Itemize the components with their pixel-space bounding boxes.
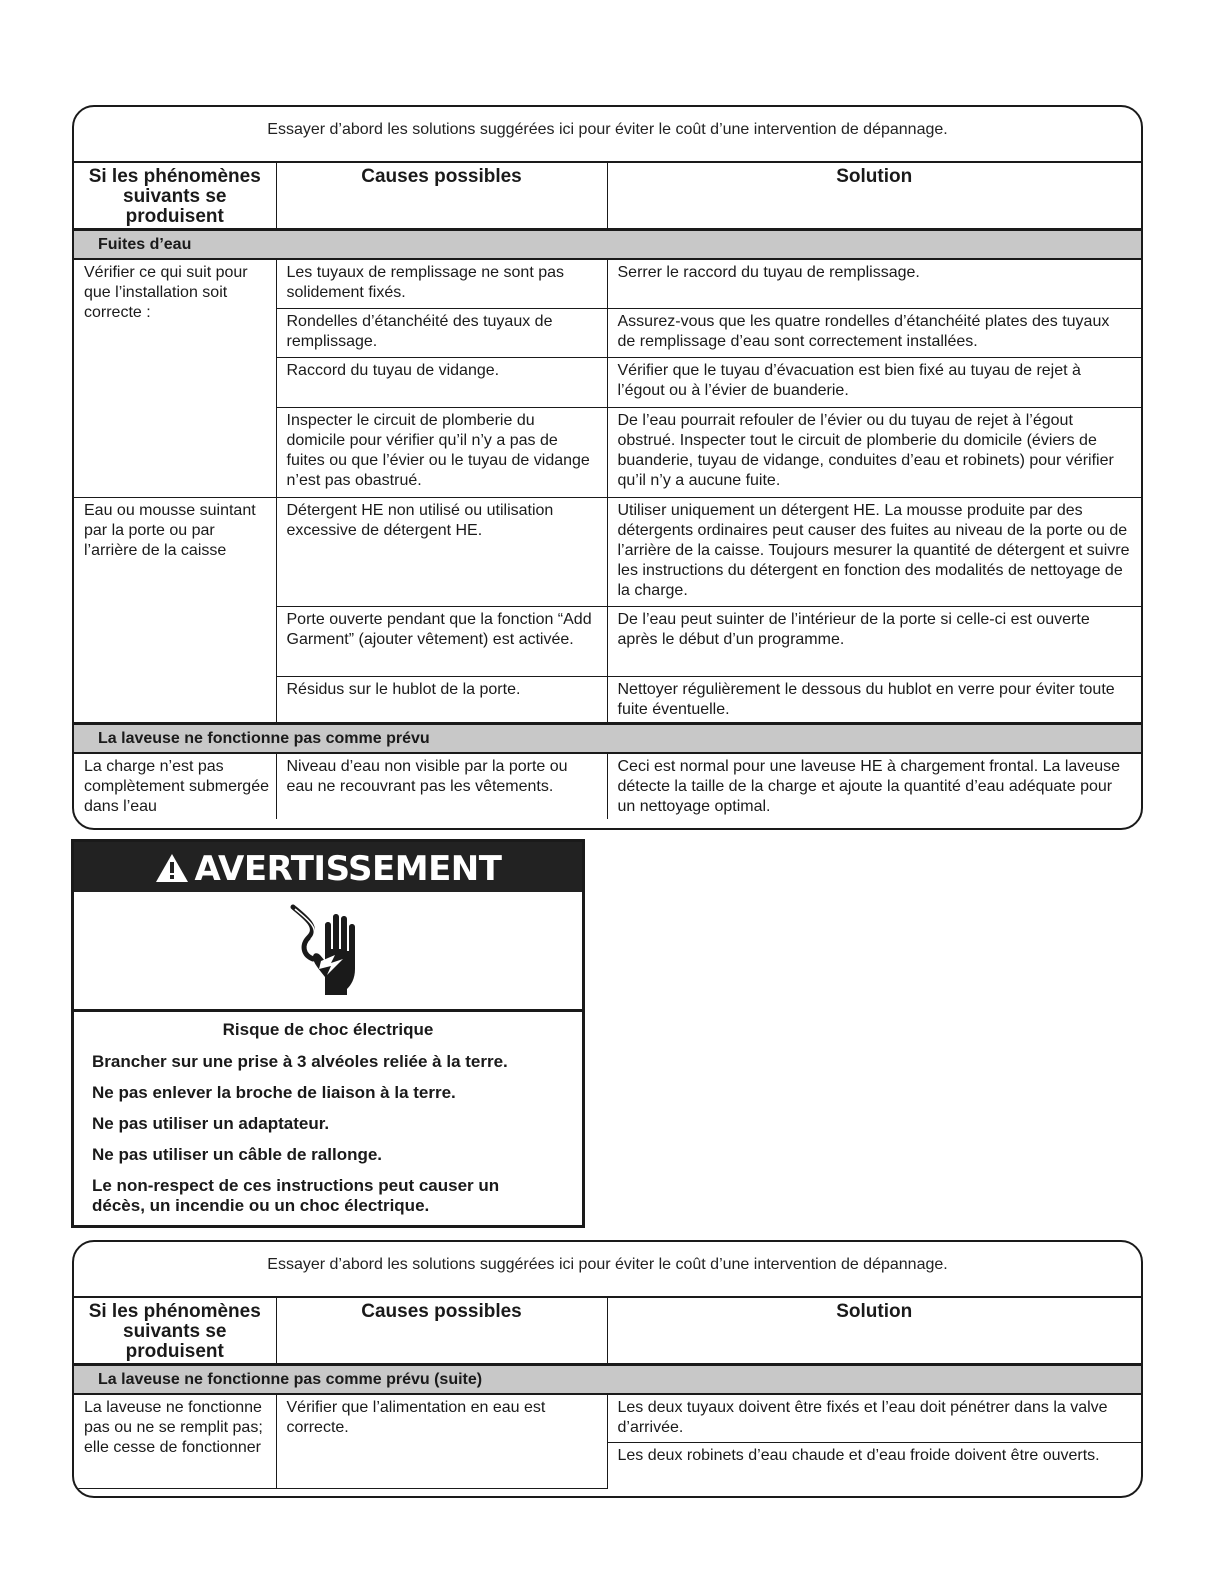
section-row xyxy=(74,1364,1141,1394)
section-title: La laveuse ne fonctionne pas comme prévu xyxy=(74,723,1141,753)
section-title: Fuites d’eau xyxy=(74,229,1141,259)
table-intro: Essayer d’abord les solutions suggérées ici pour éviter le coût d’une intervention de dépannage. xyxy=(74,107,1141,163)
warning-box xyxy=(71,839,585,1228)
solution-cell: Utiliser uniquement un détergent HE. La mousse produite par des détergents ordinaires peut causer des fuites au niveau de la porte ou de l’arrière de la caisse. Toujours mesurer la quantité de détergent et suivre les instructions du détergent en fonction des modalités de nettoyage de la charge. xyxy=(607,497,1141,606)
warning-icon-area xyxy=(74,892,582,1012)
cause-cell: Inspecter le circuit de plomberie du domicile pour vérifier qu’il n’y a pas de fuites ou que l’évier ou le tuyau de vidange n’est pas obastrué. xyxy=(276,407,607,497)
table-header-row xyxy=(74,163,1141,229)
cause-cell: Les tuyaux de remplissage ne sont pas solidement fixés. xyxy=(276,259,607,308)
electric-shock-hand-icon xyxy=(283,903,373,999)
solution-cell: Nettoyer régulièrement le dessous du hublot en verre pour éviter toute fuite éventuelle. xyxy=(607,676,1141,723)
header-symptom: Si les phénomènes suivants se produisent xyxy=(74,1298,276,1364)
warning-line: Ne pas enlever la broche de liaison à la terre. xyxy=(92,1083,456,1102)
section-row xyxy=(74,723,1141,753)
symptom-cell: Eau ou mousse suintant par la porte ou par l’arrière de la caisse xyxy=(74,497,276,723)
solution-cell: Vérifier que le tuyau d’évacuation est bien fixé au tuyau de rejet à l’égout ou à l’évier de buanderie. xyxy=(607,357,1141,407)
troubleshooting-table-2 xyxy=(72,1240,1143,1498)
solution-cell: De l’eau peut suinter de l’intérieur de la porte si celle-ci est ouverte après le début d’un programme. xyxy=(607,606,1141,676)
symptom-cell: Vérifier ce qui suit pour que l’installation soit correcte : xyxy=(74,259,276,497)
warning-header xyxy=(74,842,582,892)
warning-line: Ne pas utiliser un adaptateur. xyxy=(92,1114,330,1133)
cause-cell: Porte ouverte pendant que la fonction “Add Garment” (ajouter vêtement) est activée. xyxy=(276,606,607,676)
cause-cell: Niveau d’eau non visible par la porte ou eau ne recouvrant pas les vêtements. xyxy=(276,753,607,819)
table-row xyxy=(74,259,1141,308)
table-intro: Essayer d’abord les solutions suggérées ici pour éviter le coût d’une intervention de dépannage. xyxy=(74,1242,1141,1298)
warning-triangle-icon xyxy=(155,853,189,883)
warning-body xyxy=(74,1012,582,1216)
cause-cell: Vérifier que l’alimentation en eau est correcte. xyxy=(276,1394,607,1488)
header-causes: Causes possibles xyxy=(276,1298,607,1364)
warning-line: Le non-respect de ces instructions peut causer un décès, un incendie ou un choc électrique. xyxy=(92,1176,500,1215)
troubleshooting-table-1 xyxy=(72,105,1143,830)
table-row xyxy=(74,1394,1141,1442)
cause-cell: Détergent HE non utilisé ou utilisation excessive de détergent HE. xyxy=(276,497,607,606)
section-row xyxy=(74,229,1141,259)
cause-cell: Raccord du tuyau de vidange. xyxy=(276,357,607,407)
table-header-row xyxy=(74,1298,1141,1364)
cause-cell: Résidus sur le hublot de la porte. xyxy=(276,676,607,723)
symptom-cell: La laveuse ne fonctionne pas ou ne se remplit pas; elle cesse de fonctionner xyxy=(74,1394,276,1488)
header-solution: Solution xyxy=(607,1298,1141,1364)
warning-heading: AVERTISSEMENT xyxy=(194,849,502,889)
solution-cell: Les deux robinets d’eau chaude et d’eau froide doivent être ouverts. xyxy=(607,1442,1141,1488)
header-solution: Solution xyxy=(607,163,1141,229)
section-title: La laveuse ne fonctionne pas comme prévu (suite) xyxy=(74,1364,1141,1394)
header-causes: Causes possibles xyxy=(276,163,607,229)
cause-cell: Rondelles d’étanchéité des tuyaux de remplissage. xyxy=(276,308,607,357)
header-symptom: Si les phénomènes suivants se produisent xyxy=(74,163,276,229)
warning-line: Brancher sur une prise à 3 alvéoles reliée à la terre. xyxy=(92,1052,508,1071)
table-row xyxy=(74,753,1141,819)
table-row xyxy=(74,497,1141,606)
warning-title: Risque de choc électrique xyxy=(222,1020,434,1039)
warning-line: Ne pas utiliser un câble de rallonge. xyxy=(92,1145,383,1164)
solution-cell: De l’eau pourrait refouler de l’évier ou du tuyau de rejet à l’égout obstrué. Inspecter tout le circuit de plomberie du domicile (éviers de buanderie, tuyau de vidange, conduites d’eau et robinets) pour vérifier qu’il n’y a aucune fuite. xyxy=(607,407,1141,497)
solution-cell: Les deux tuyaux doivent être fixés et l’eau doit pénétrer dans la valve d’arrivée. xyxy=(607,1394,1141,1442)
solution-cell: Ceci est normal pour une laveuse HE à chargement frontal. La laveuse détecte la taille de la charge et ajoute la quantité d’eau adéquate pour un nettoyage optimal. xyxy=(607,753,1141,819)
solution-cell: Serrer le raccord du tuyau de remplissage. xyxy=(607,259,1141,308)
solution-cell: Assurez-vous que les quatre rondelles d’étanchéité plates des tuyaux de remplissage d’eau sont correctement installées. xyxy=(607,308,1141,357)
symptom-cell: La charge n’est pas complètement submergée dans l’eau xyxy=(74,753,276,819)
